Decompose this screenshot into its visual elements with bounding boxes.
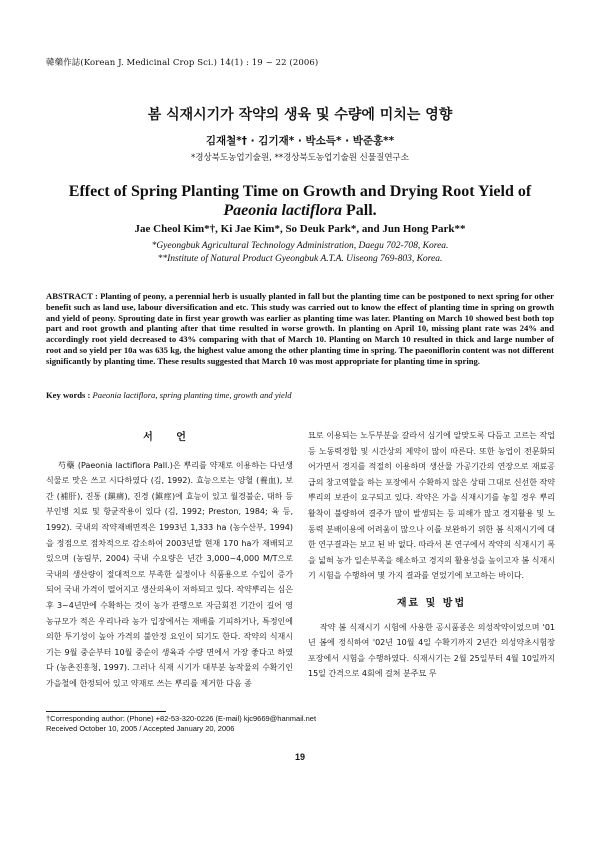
keywords-text: Paeonia lactiflora, spring planting time, growth and yield	[90, 390, 292, 400]
species-authority: Pall.	[341, 202, 377, 219]
methods-paragraph: 작약 봄 식재시기 시험에 사용한 공시품종은 의성작약이었으며 '01년 봄에 정식하여 '02년 10월 4일 수확기까지 2년간 의성약초시험장 포장에서 시험을 수행하였다. 식재시기는 2월 25일부터 4월 10일까지 15일 간격으로 4회에 걸쳐 분주묘 무	[308, 622, 555, 679]
species-name: Paeonia lactiflora	[223, 202, 342, 219]
page-number: 19	[294, 752, 305, 762]
keywords	[46, 390, 554, 400]
english-title	[40, 182, 560, 220]
corresponding-author: †Corresponding author: (Phone) +82-53-320-0226 (E-mail) kjc9669@hanmail.net	[46, 714, 317, 723]
korean-affiliation: *경상북도농업기술원, **경상북도농업기술원 신물질연구소	[191, 153, 409, 163]
affiliation-1: *Gyeongbuk Agricultural Technology Administration, Daegu 702-708, Korea.	[151, 241, 449, 251]
english-authors: Jae Cheol Kim*†, Ki Jae Kim*, So Deuk Park*, and Jun Hong Park**	[134, 223, 466, 235]
intro-heading: 서 언	[143, 432, 196, 443]
received-accepted: Received October 10, 2005 / Accepted January 20, 2006	[46, 724, 235, 733]
english-title-line1: Effect of Spring Planting Time on Growth and Drying Root Yield of	[68, 183, 532, 200]
journal-header: 韓藥作誌(Korean J. Medicinal Crop Sci.) 14(1) : 19 ~ 22 (2006)	[46, 58, 319, 68]
abstract: ABSTRACT : Planting of peony, a perennial herb is usually planted in fall but the planting time can be postponed to next spring for other benefit such as land use, labour diversification and etc. This study was carried out to know the effect of planting time in spring on growth and yield of peony. Sprouting date in first year growth was earlier as planting time was later. Planting on March 10 showed best both top part and root growth and planting after that time resulted in worse growth. In planting on April 10, missing plant rate was 24% and accordingly root yield decreased to 43% comparing with that of March 10. Planting on March 10 resulted in thick and large number of root and so yield per 10a was 635 kg, the highest value among the other planting time in spring. The paeoniflorin content was not different significantly by planting time. These results suggested that March 10 was most appropriate for planting time in spring.	[46, 291, 554, 366]
korean-title: 봄 식재시기가 작약의 생육 및 수량에 미치는 영향	[147, 107, 453, 123]
intro-paragraph-left: 芍藥 (Paeonia lactiflora Pall.)은 뿌리를 약재로 이용하는 다년생 식물로 맛은 쓰고 시다하였다 (김, 1992). 효능으로는 양혈 (養血), 보간 (補肝), 진통 (鎭痛), 진경 (鎭痙)에 효능이 있고 월경불순, 대하 등 부인병 치료 및 항균작용이 있다 (김, 1992; Preston, 1984; 육 등, 1992). 국내의 작약재배면적은 1993년 1,333 ha (농수산부, 1994)을 정점으로 점차적으로 감소하여 2003년말 현재 170 ha가 재배되고 있으며 (농림부, 2004) 국내 수요량은 년간 3,000~4,000 M/T으로 국내의 생산량이 절대적으로 부족한 실정이나 식품용으로 수입이 증가되어 국내 가격이 떨어지고 생산의욕이 저하되고 있다. 작약뿌리는 심은 후 3~4년만에 수확하는 것이 농가 관행으로 자금회전 기간이 길어 영농규모가 적은 우리나라 농가 입장에서는 재배를 기피하거나, 특정인에 의한 투기성이 높아 가격의 불안정 요인이 되기도 한다. 작약의 식재시기는 9월 중순부터 10월 중순이 생육과 수량 면에서 가장 좋다고 하였다 (농촌진흥청, 1997). 그러나 식재 시기가 대부분 농작물의 수확기인 가을철에 한정되어 있고 약재로 쓰는 뿌리를 제거한 다음 종	[46, 460, 293, 688]
right-column	[308, 428, 555, 682]
methods-heading: 재료 및 방법	[396, 597, 467, 609]
intro-paragraph-right: 묘로 이용되는 노두부분을 갈라서 심기에 알맞도록 다듬고 고르는 작업 등 노동력경합 및 시간상의 제약이 많이 따른다. 또한 농업이 전문화되어가면서 경지를 적절히 이용하며 생산물 가공기간의 연장으로 재료공급의 창고역할을 하는 포장에서 수확하지 않은 상태 그대로 신선한 작약뿌리의 보관이 요구되고 있다. 작약은 가을 식재시기를 놓칠 경우 뿌리활착이 불량하여 결주가 많이 발생되는 등 피해가 많고 경지활용 및 노동력 분배이용에 어려움이 많으나 이를 보완하기 위한 봄 식재시기에 대한 연구결과는 보고 된 바 없다. 따라서 본 연구에서 작약의 식재시기 폭을 넓혀 농가 일손부족을 해소하고 경지의 활용성을 높이고자 봄 식재시기 시험을 수행하여 몇 가지 결과를 얻었기에 보고하는 바이다.	[308, 431, 555, 581]
footnote	[46, 714, 316, 734]
keywords-label: Key words :	[46, 390, 91, 400]
affiliation-2: **Institute of Natural Product Gyeongbuk A.T.A. Uiseong 769-803, Korea.	[157, 253, 443, 264]
korean-authors: 김재철*† · 김기재* · 박소득* · 박준홍**	[205, 135, 395, 147]
left-column	[46, 428, 293, 692]
footnote-divider	[46, 711, 166, 712]
english-title-line2	[40, 201, 560, 220]
english-affiliation	[0, 240, 600, 265]
